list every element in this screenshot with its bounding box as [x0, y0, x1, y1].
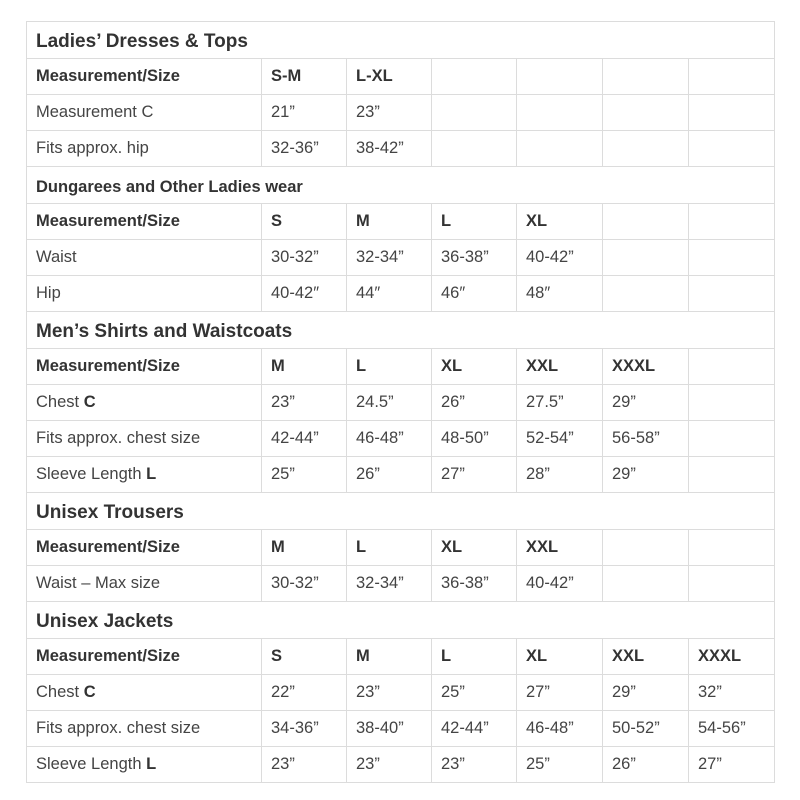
size-header-cell: [603, 204, 689, 240]
measurement-unit-letter: L: [146, 465, 157, 483]
size-value-cell: [603, 240, 689, 276]
size-header-row: [27, 530, 775, 566]
size-value-cell: 36-38”: [432, 566, 517, 602]
size-value-cell: 21”: [262, 95, 347, 131]
size-value-cell: 46-48”: [347, 421, 432, 457]
size-value-cell: 54-56”: [689, 711, 775, 747]
size-value-cell: 42-44”: [262, 421, 347, 457]
size-value-cell: 27”: [517, 675, 603, 711]
size-value-cell: 23”: [262, 385, 347, 421]
size-value-cell: 32”: [689, 675, 775, 711]
size-value-cell: [432, 131, 517, 167]
size-value-cell: 25”: [262, 457, 347, 493]
size-value-cell: 40-42”: [517, 240, 603, 276]
measurement-label: Measurement C: [36, 103, 154, 121]
size-value-cell: [689, 131, 775, 167]
size-header-cell: S: [262, 204, 347, 240]
size-header-cell: XXL: [517, 530, 603, 566]
table-row: [27, 131, 775, 167]
size-header-cell: XXL: [603, 639, 689, 675]
table-row: [27, 675, 775, 711]
measurement-label-cell: [27, 421, 262, 457]
size-value-cell: 23”: [347, 675, 432, 711]
section-title: Dungarees and Other Ladies wear: [27, 167, 775, 204]
measurement-label: Fits approx. chest size: [36, 429, 201, 447]
section-title-row: [27, 22, 775, 59]
measurement-size-header: Measurement/Size: [27, 59, 262, 95]
size-value-cell: 38-42”: [347, 131, 432, 167]
size-value-cell: 29”: [603, 385, 689, 421]
size-value-cell: 46-48”: [517, 711, 603, 747]
size-header-cell: [603, 59, 689, 95]
size-value-cell: 32-34”: [347, 240, 432, 276]
measurement-label-cell: [27, 457, 262, 493]
size-value-cell: 28”: [517, 457, 603, 493]
size-value-cell: 40-42”: [517, 566, 603, 602]
size-header-cell: M: [262, 349, 347, 385]
table-row: [27, 276, 775, 312]
size-value-cell: 23”: [432, 747, 517, 783]
size-value-cell: 24.5”: [347, 385, 432, 421]
size-header-cell: XL: [432, 530, 517, 566]
size-value-cell: [689, 276, 775, 312]
size-header-cell: M: [347, 639, 432, 675]
size-header-cell: XXL: [517, 349, 603, 385]
size-header-row: [27, 349, 775, 385]
size-header-cell: L: [347, 349, 432, 385]
size-header-cell: [689, 59, 775, 95]
measurement-label-cell: [27, 385, 262, 421]
measurement-label: Fits approx. hip: [36, 139, 149, 157]
size-value-cell: 27”: [689, 747, 775, 783]
size-header-row: [27, 59, 775, 95]
size-header-cell: L: [432, 639, 517, 675]
measurement-size-header: Measurement/Size: [27, 204, 262, 240]
section-title-row: [27, 167, 775, 204]
size-header-cell: S-M: [262, 59, 347, 95]
size-value-cell: 32-36”: [262, 131, 347, 167]
size-value-cell: 27”: [432, 457, 517, 493]
measurement-label: Hip: [36, 284, 61, 302]
size-header-cell: XXXL: [689, 639, 775, 675]
size-value-cell: 52-54”: [517, 421, 603, 457]
size-header-row: [27, 204, 775, 240]
measurement-label: Chest: [36, 683, 84, 701]
size-header-cell: M: [262, 530, 347, 566]
size-header-cell: XL: [517, 204, 603, 240]
measurement-unit-letter: C: [83, 393, 96, 411]
size-value-cell: 32-34”: [347, 566, 432, 602]
size-value-cell: 29”: [603, 457, 689, 493]
size-value-cell: [432, 95, 517, 131]
measurement-size-header: Measurement/Size: [27, 639, 262, 675]
size-value-cell: 23”: [347, 747, 432, 783]
size-chart-table: [26, 21, 775, 783]
size-header-cell: XXXL: [603, 349, 689, 385]
size-value-cell: 26”: [603, 747, 689, 783]
size-header-cell: M: [347, 204, 432, 240]
size-value-cell: [689, 240, 775, 276]
size-value-cell: 38-40”: [347, 711, 432, 747]
size-header-cell: [603, 530, 689, 566]
size-value-cell: [517, 131, 603, 167]
measurement-unit-letter: C: [83, 683, 96, 701]
size-value-cell: 30-32”: [262, 566, 347, 602]
size-header-cell: [689, 530, 775, 566]
section-title: Unisex Trousers: [27, 493, 775, 530]
size-value-cell: 29”: [603, 675, 689, 711]
measurement-label-cell: [27, 566, 262, 602]
size-value-cell: [603, 95, 689, 131]
size-value-cell: [689, 457, 775, 493]
size-value-cell: 34-36”: [262, 711, 347, 747]
table-row: [27, 421, 775, 457]
size-value-cell: [689, 385, 775, 421]
size-value-cell: [603, 566, 689, 602]
size-header-cell: XL: [517, 639, 603, 675]
size-header-cell: L: [432, 204, 517, 240]
measurement-label-cell: [27, 131, 262, 167]
size-value-cell: [517, 95, 603, 131]
measurement-label-cell: [27, 711, 262, 747]
section-title: Ladies’ Dresses & Tops: [27, 22, 775, 59]
measurement-label-cell: [27, 747, 262, 783]
measurement-label-cell: [27, 675, 262, 711]
size-value-cell: 48″: [517, 276, 603, 312]
table-row: [27, 240, 775, 276]
size-value-cell: 25”: [432, 675, 517, 711]
measurement-size-header: Measurement/Size: [27, 349, 262, 385]
section-title: Unisex Jackets: [27, 602, 775, 639]
size-value-cell: 22”: [262, 675, 347, 711]
measurement-label: Sleeve Length: [36, 465, 147, 483]
size-value-cell: 36-38”: [432, 240, 517, 276]
size-value-cell: 44″: [347, 276, 432, 312]
measurement-label: Waist – Max size: [36, 574, 161, 592]
measurement-size-header: Measurement/Size: [27, 530, 262, 566]
size-value-cell: 46″: [432, 276, 517, 312]
size-value-cell: [689, 421, 775, 457]
size-header-cell: [432, 59, 517, 95]
size-value-cell: 50-52”: [603, 711, 689, 747]
size-value-cell: 42-44”: [432, 711, 517, 747]
size-header-cell: L: [347, 530, 432, 566]
size-header-cell: [517, 59, 603, 95]
size-value-cell: 30-32”: [262, 240, 347, 276]
measurement-label-cell: [27, 276, 262, 312]
size-value-cell: 26”: [347, 457, 432, 493]
measurement-label: Sleeve Length: [36, 755, 147, 773]
size-value-cell: 40-42″: [262, 276, 347, 312]
measurement-label: Fits approx. chest size: [36, 719, 201, 737]
size-value-cell: [689, 95, 775, 131]
section-title-row: [27, 493, 775, 530]
measurement-label-cell: [27, 240, 262, 276]
size-header-cell: XL: [432, 349, 517, 385]
size-value-cell: 23”: [347, 95, 432, 131]
table-row: [27, 385, 775, 421]
size-value-cell: 23”: [262, 747, 347, 783]
size-header-cell: [689, 204, 775, 240]
size-value-cell: [603, 131, 689, 167]
table-row: [27, 747, 775, 783]
measurement-label: Chest: [36, 393, 84, 411]
size-header-cell: S: [262, 639, 347, 675]
size-value-cell: 27.5”: [517, 385, 603, 421]
table-row: [27, 457, 775, 493]
section-title-row: [27, 312, 775, 349]
size-value-cell: [603, 276, 689, 312]
size-header-cell: L-XL: [347, 59, 432, 95]
size-header-row: [27, 639, 775, 675]
table-row: [27, 95, 775, 131]
size-value-cell: 48-50”: [432, 421, 517, 457]
table-row: [27, 711, 775, 747]
measurement-unit-letter: L: [146, 755, 157, 773]
size-value-cell: 26”: [432, 385, 517, 421]
size-chart-body: [27, 22, 775, 783]
section-title: Men’s Shirts and Waistcoats: [27, 312, 775, 349]
measurement-label: Waist: [36, 248, 77, 266]
size-value-cell: [689, 566, 775, 602]
size-header-cell: [689, 349, 775, 385]
section-title-row: [27, 602, 775, 639]
measurement-label-cell: [27, 95, 262, 131]
size-value-cell: 25”: [517, 747, 603, 783]
size-value-cell: 56-58”: [603, 421, 689, 457]
table-row: [27, 566, 775, 602]
